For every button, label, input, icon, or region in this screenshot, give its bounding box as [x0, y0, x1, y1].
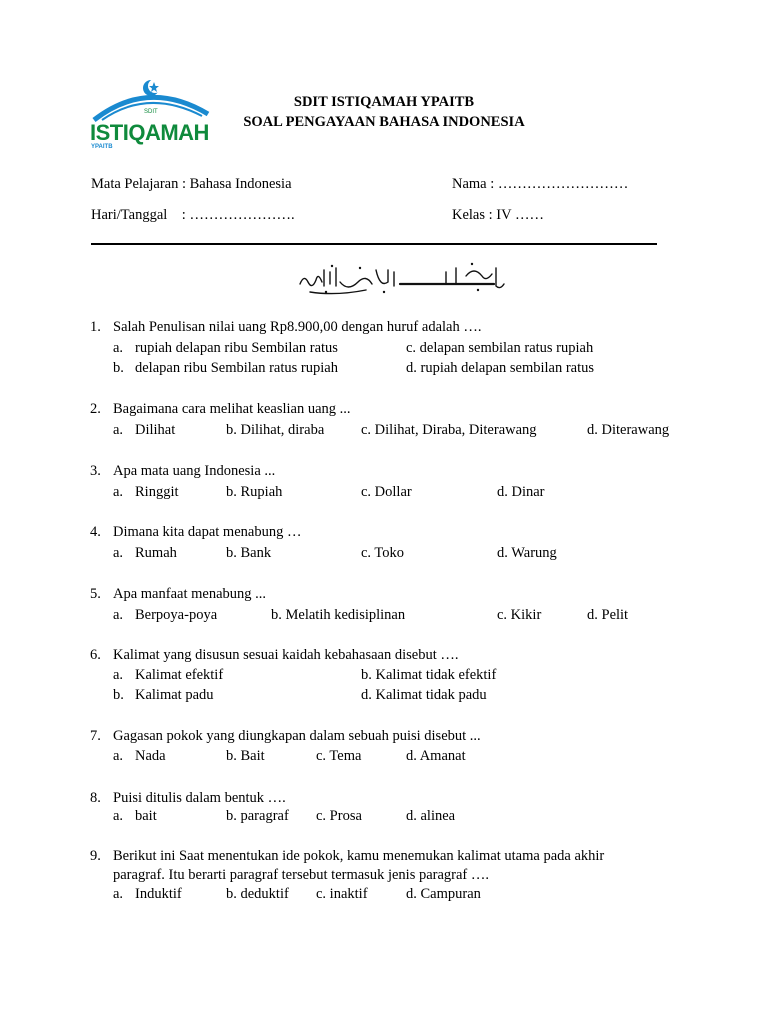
option-a-letter: a. — [113, 748, 124, 764]
option-a: Ringgit — [135, 484, 179, 500]
question-text: Bagaimana cara melihat keaslian uang ... — [113, 401, 351, 417]
option-b: b. paragraf — [226, 808, 289, 824]
option-c: c. Toko — [361, 545, 405, 561]
option-b: b. Bank — [226, 545, 272, 561]
option-a: Nada — [135, 748, 166, 764]
option-c: b. Kalimat tidak efektif — [361, 667, 497, 683]
option-d: d. alinea — [406, 808, 456, 824]
logo-sdit-text: SDIT — [144, 109, 158, 115]
option-d: d. Campuran — [406, 886, 481, 902]
option-c: c. Kikir — [497, 607, 542, 623]
option-a: Induktif — [135, 886, 182, 902]
option-b-letter: b. — [113, 360, 124, 376]
option-a-letter: a. — [113, 808, 124, 824]
question-text: Dimana kita dapat menabung … — [113, 524, 302, 540]
option-a: Rumah — [135, 545, 177, 561]
question-text: Gagasan pokok yang diungkapan dalam sebuah puisi disebut ... — [113, 728, 481, 744]
option-d: d. Dinar — [497, 484, 545, 500]
question-text: Puisi ditulis dalam bentuk …. — [113, 790, 286, 806]
option-a-letter: a. — [113, 545, 124, 561]
option-c: c. Dilihat, Diraba, Diterawang — [361, 422, 537, 438]
date-field: Hari/Tanggal : …………………. — [91, 207, 295, 223]
subject-field: Mata Pelajaran : Bahasa Indonesia — [91, 176, 292, 192]
option-b-letter: b. — [113, 687, 124, 703]
question-number: 8. — [90, 790, 101, 806]
document-title: SOAL PENGAYAAN BAHASA INDONESIA — [243, 114, 525, 130]
question-number: 6. — [90, 647, 101, 663]
question-number: 3. — [90, 463, 101, 479]
bismillah-calligraphy-icon — [296, 262, 508, 296]
option-c: c. Tema — [316, 748, 362, 764]
question-text-continued: paragraf. Itu berarti paragraf tersebut termasuk jenis paragraf …. — [113, 867, 490, 883]
option-b: Kalimat padu — [135, 687, 214, 703]
question-number: 1. — [90, 319, 101, 335]
name-field: Nama : ……………………… — [452, 176, 629, 192]
option-b: b. Dilihat, diraba — [226, 422, 325, 438]
logo-wordmark: ISTIQAMAH — [90, 120, 209, 145]
option-a: rupiah delapan ribu Sembilan ratus — [135, 340, 338, 356]
option-d: d. Diterawang — [587, 422, 670, 438]
school-name: SDIT ISTIQAMAH YPAITB — [293, 94, 475, 110]
option-a-letter: a. — [113, 422, 124, 438]
question-text: Salah Penulisan nilai uang Rp8.900,00 dengan huruf adalah …. — [113, 319, 482, 335]
option-a-letter: a. — [113, 667, 124, 683]
option-a: Dilihat — [135, 422, 176, 438]
option-a-letter: a. — [113, 886, 124, 902]
option-a: Berpoya-poya — [135, 607, 218, 623]
logo-ypaitb-text: YPAITB — [91, 144, 113, 150]
question-number: 7. — [90, 728, 101, 744]
question-number: 9. — [90, 848, 101, 864]
option-c: c. delapan sembilan ratus rupiah — [406, 340, 594, 356]
option-a: bait — [135, 808, 157, 824]
option-d: d. Amanat — [406, 748, 466, 764]
option-d: d. rupiah delapan sembilan ratus — [406, 360, 595, 376]
question-number: 4. — [90, 524, 101, 540]
option-b: b. Bait — [226, 748, 265, 764]
option-b: b. Rupiah — [226, 484, 283, 500]
option-b: b. deduktif — [226, 886, 289, 902]
option-d: d. Warung — [497, 545, 557, 561]
question-number: 5. — [90, 586, 101, 602]
question-text: Apa mata uang Indonesia ... — [113, 463, 276, 479]
question-number: 2. — [90, 401, 101, 417]
option-d: d. Pelit — [587, 607, 629, 623]
option-a-letter: a. — [113, 484, 124, 500]
header-divider — [91, 243, 657, 245]
question-text: Apa manfaat menabung ... — [113, 586, 267, 602]
class-field: Kelas : IV …… — [452, 207, 544, 223]
option-a-letter: a. — [113, 340, 124, 356]
option-b: delapan ribu Sembilan ratus rupiah — [135, 360, 338, 376]
option-c: c. Prosa — [316, 808, 362, 824]
question-text: Berikut ini Saat menentukan ide pokok, kamu menemukan kalimat utama pada akhir — [113, 848, 605, 864]
option-c: c. inaktif — [316, 886, 368, 902]
option-a: Kalimat efektif — [135, 667, 224, 683]
option-d: d. Kalimat tidak padu — [361, 687, 487, 703]
question-text: Kalimat yang disusun sesuai kaidah kebahasaan disebut …. — [113, 647, 459, 663]
option-a-letter: a. — [113, 607, 124, 623]
option-c: c. Dollar — [361, 484, 412, 500]
option-b: b. Melatih kedisiplinan — [271, 607, 406, 623]
